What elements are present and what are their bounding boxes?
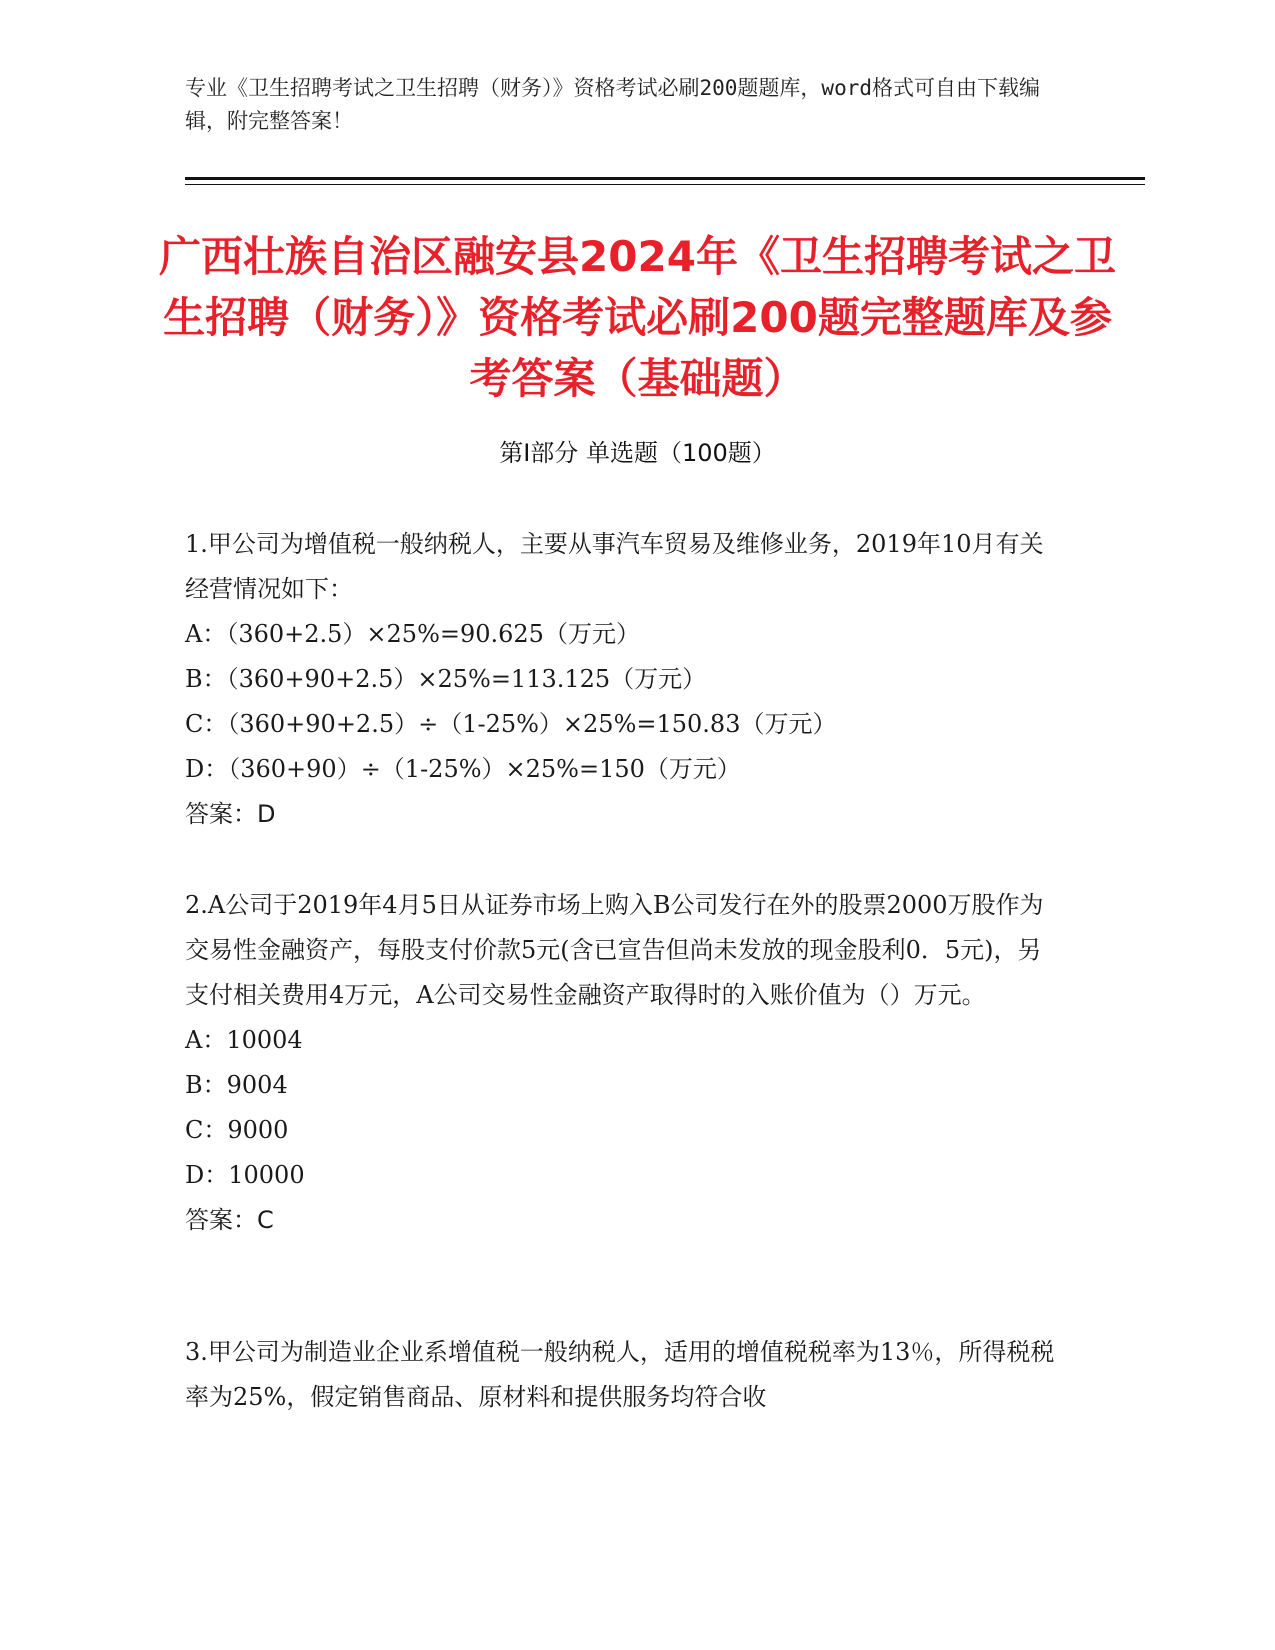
header-divider-thin (185, 184, 1145, 185)
answer: 答案：C (185, 1206, 274, 1234)
question-3 (185, 1330, 1065, 1420)
document-title: 广西壮族自治区融安县2024年《卫生招聘考试之卫生招聘（财务）》资格考试必刷200题完整题库及参考答案（基础题） (159, 232, 1116, 403)
option-a: A：10004 (185, 1026, 303, 1054)
option-b: B：（360+90+2.5）×25%=113.125（万元） (185, 665, 707, 693)
question-1 (185, 522, 1065, 837)
section-title: 第I部分 单选题（100题） (499, 439, 776, 467)
option-c: C：（360+90+2.5）÷（1-25%）×25%=150.83（万元） (185, 710, 837, 738)
option-c: C：9000 (185, 1116, 289, 1144)
header-divider-thick (185, 177, 1145, 180)
option-d: D：10000 (185, 1161, 305, 1189)
answer: 答案：D (185, 800, 276, 828)
option-b: B：9004 (185, 1071, 288, 1099)
question-stem: 2.A公司于2019年4月5日从证券市场上购入B公司发行在外的股票2000万股作为交易性金融资产，每股支付价款5元(含已宣告但尚未发放的现金股利0．5元)，另支付相关费用4万元，A公司交易性金融资产取得时的入账价值为（）万元。 (185, 891, 1044, 1009)
option-a: A：（360+2.5）×25%=90.625（万元） (185, 620, 640, 648)
question-stem: 1.甲公司为增值税一般纳税人，主要从事汽车贸易及维修业务，2019年10月有关经营情况如下： (185, 530, 1044, 603)
question-stem: 3.甲公司为制造业企业系增值税一般纳税人，适用的增值税税率为13％，所得税税率为25%，假定销售商品、原材料和提供服务均符合收 (185, 1338, 1055, 1411)
header-note: 专业《卫生招聘考试之卫生招聘（财务）》资格考试必刷200题题库，word格式可自由下载编辑，附完整答案！ (185, 76, 1040, 133)
option-d: D：（360+90）÷（1-25%）×25%=150（万元） (185, 755, 741, 783)
question-2 (185, 883, 1065, 1243)
